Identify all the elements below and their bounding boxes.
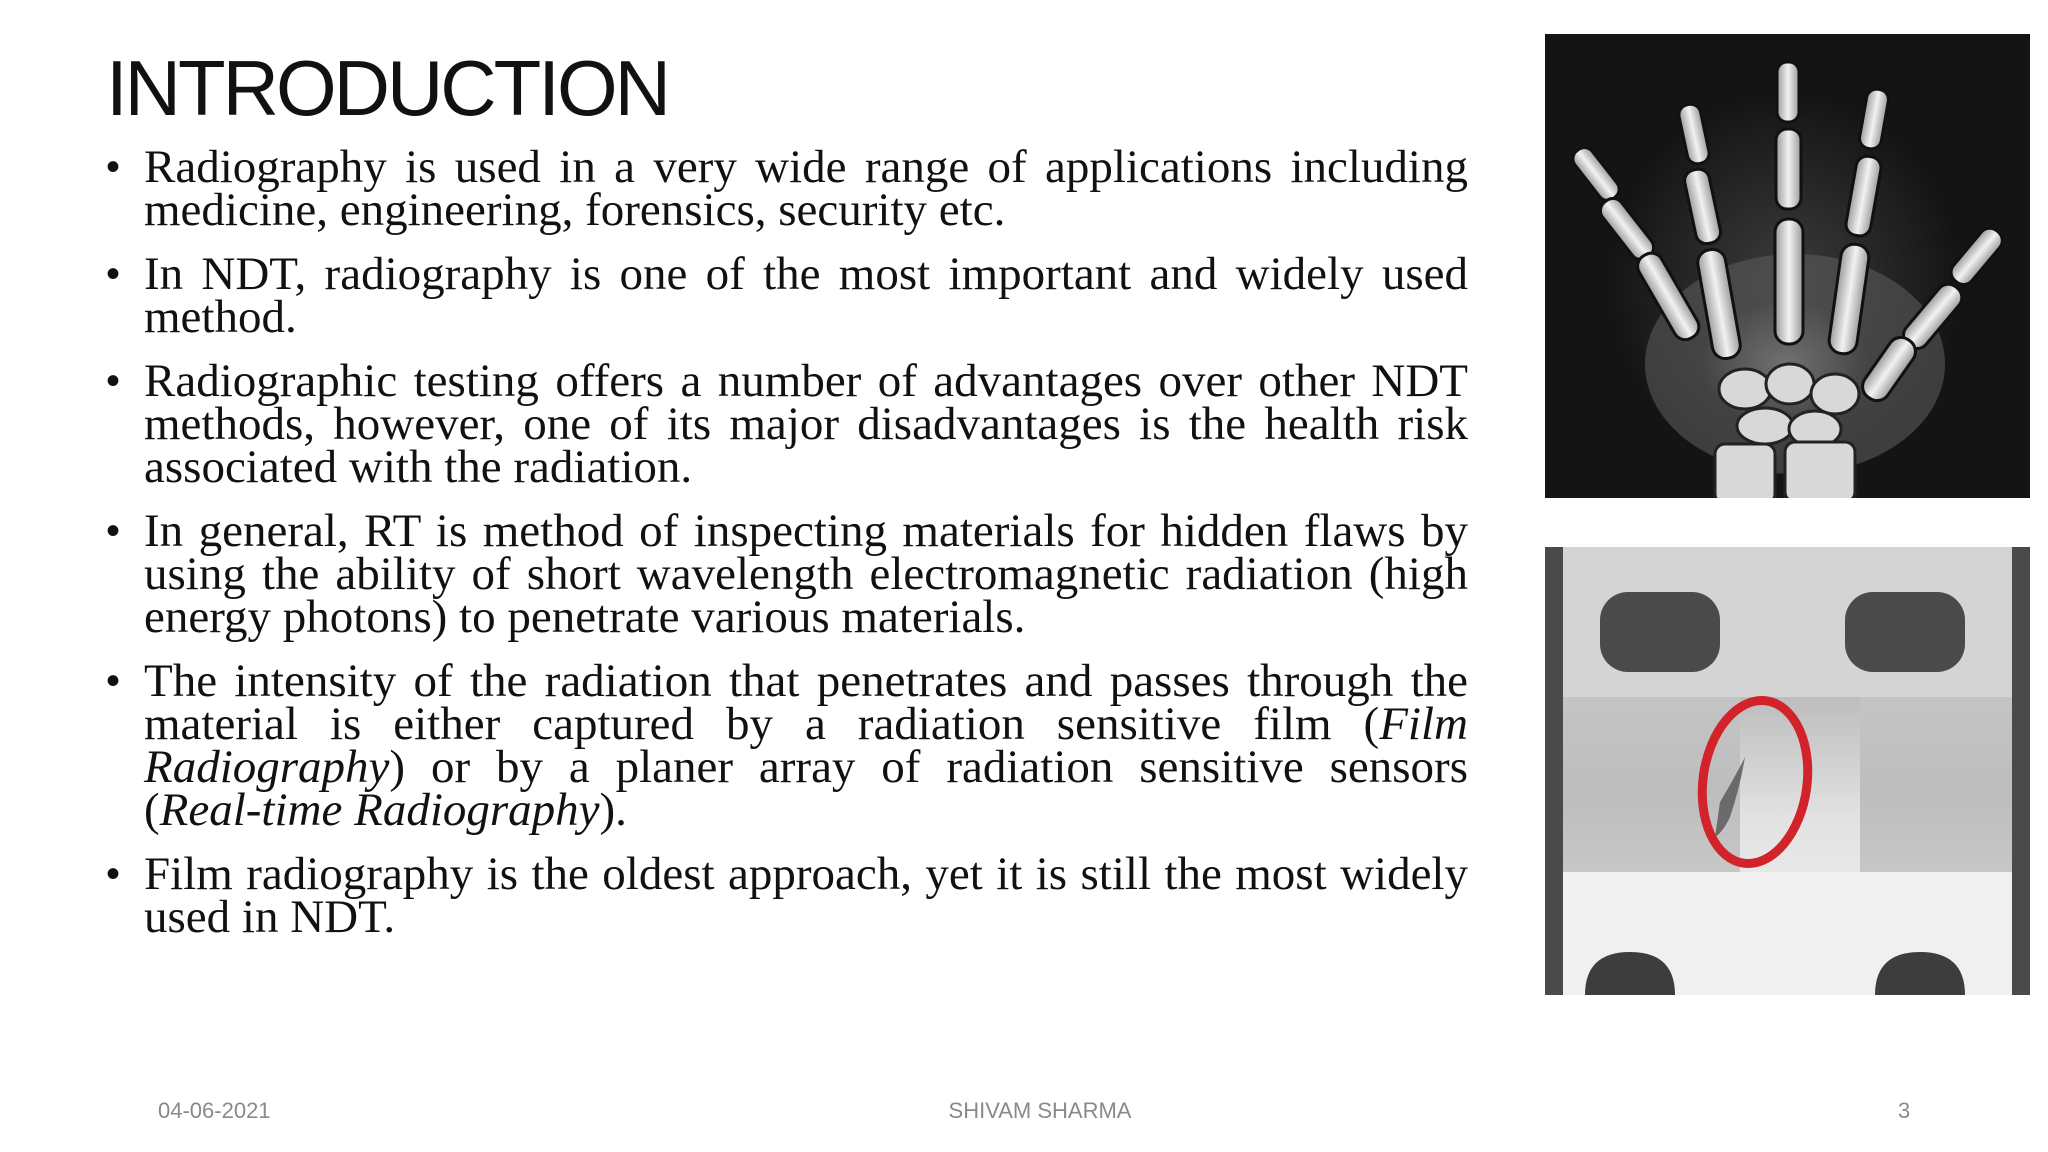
bullet-text: ) or by a planer array of radiation sensitive sensors ( [144, 741, 1468, 836]
bullet-marker: • [106, 509, 121, 553]
bullet-text: ). [599, 784, 627, 836]
bullet-item [106, 655, 1468, 836]
bullet-item [106, 848, 1468, 943]
footer-author: SHIVAM SHARMA [948, 1098, 1132, 1123]
weld-defect-xray-image [1545, 547, 2030, 995]
bullet-item [106, 505, 1468, 643]
bullet-item [106, 248, 1468, 343]
hand-xray-image [1545, 34, 2030, 498]
bullet-marker: • [106, 359, 121, 403]
bullet-marker: • [106, 659, 121, 703]
bullet-marker: • [106, 252, 121, 296]
bullet-marker: • [106, 145, 121, 189]
bullet-item [106, 355, 1468, 493]
bullet-text: In general, RT is method of inspecting materials for hidden flaws by using the ability of short wavelength electromagnetic radiation (high energy photons) to penetrate various materials. [144, 505, 1468, 643]
bullet-text: Radiography is used in a very wide range of applications including medicine, engineering, forensics, security etc. [144, 141, 1468, 236]
footer-date: 04-06-2021 [158, 1098, 271, 1123]
bullet-text: Radiographic testing offers a number of advantages over other NDT methods, however, one of its major disadvantages is the health risk associated with the radiation. [144, 355, 1468, 493]
footer-page-number: 3 [1898, 1098, 1911, 1123]
bullet-item [106, 141, 1468, 236]
bullet-text: Film radiography is the oldest approach, yet it is still the most widely used in NDT. [144, 848, 1468, 943]
bullet-text: In NDT, radiography is one of the most important and widely used method. [144, 248, 1468, 343]
bullet-list [106, 141, 1468, 960]
bullet-marker: • [106, 852, 121, 896]
slide-title: INTRODUCTION [106, 44, 668, 132]
bullet-emphasis-text: Film Radiography [144, 698, 1468, 793]
bullet-text: The intensity of the radiation that penetrates and passes through the material is either captured by a radiation sensitive film ( [144, 655, 1468, 750]
bullet-emphasis-text: Real-time Radiography [159, 784, 600, 836]
